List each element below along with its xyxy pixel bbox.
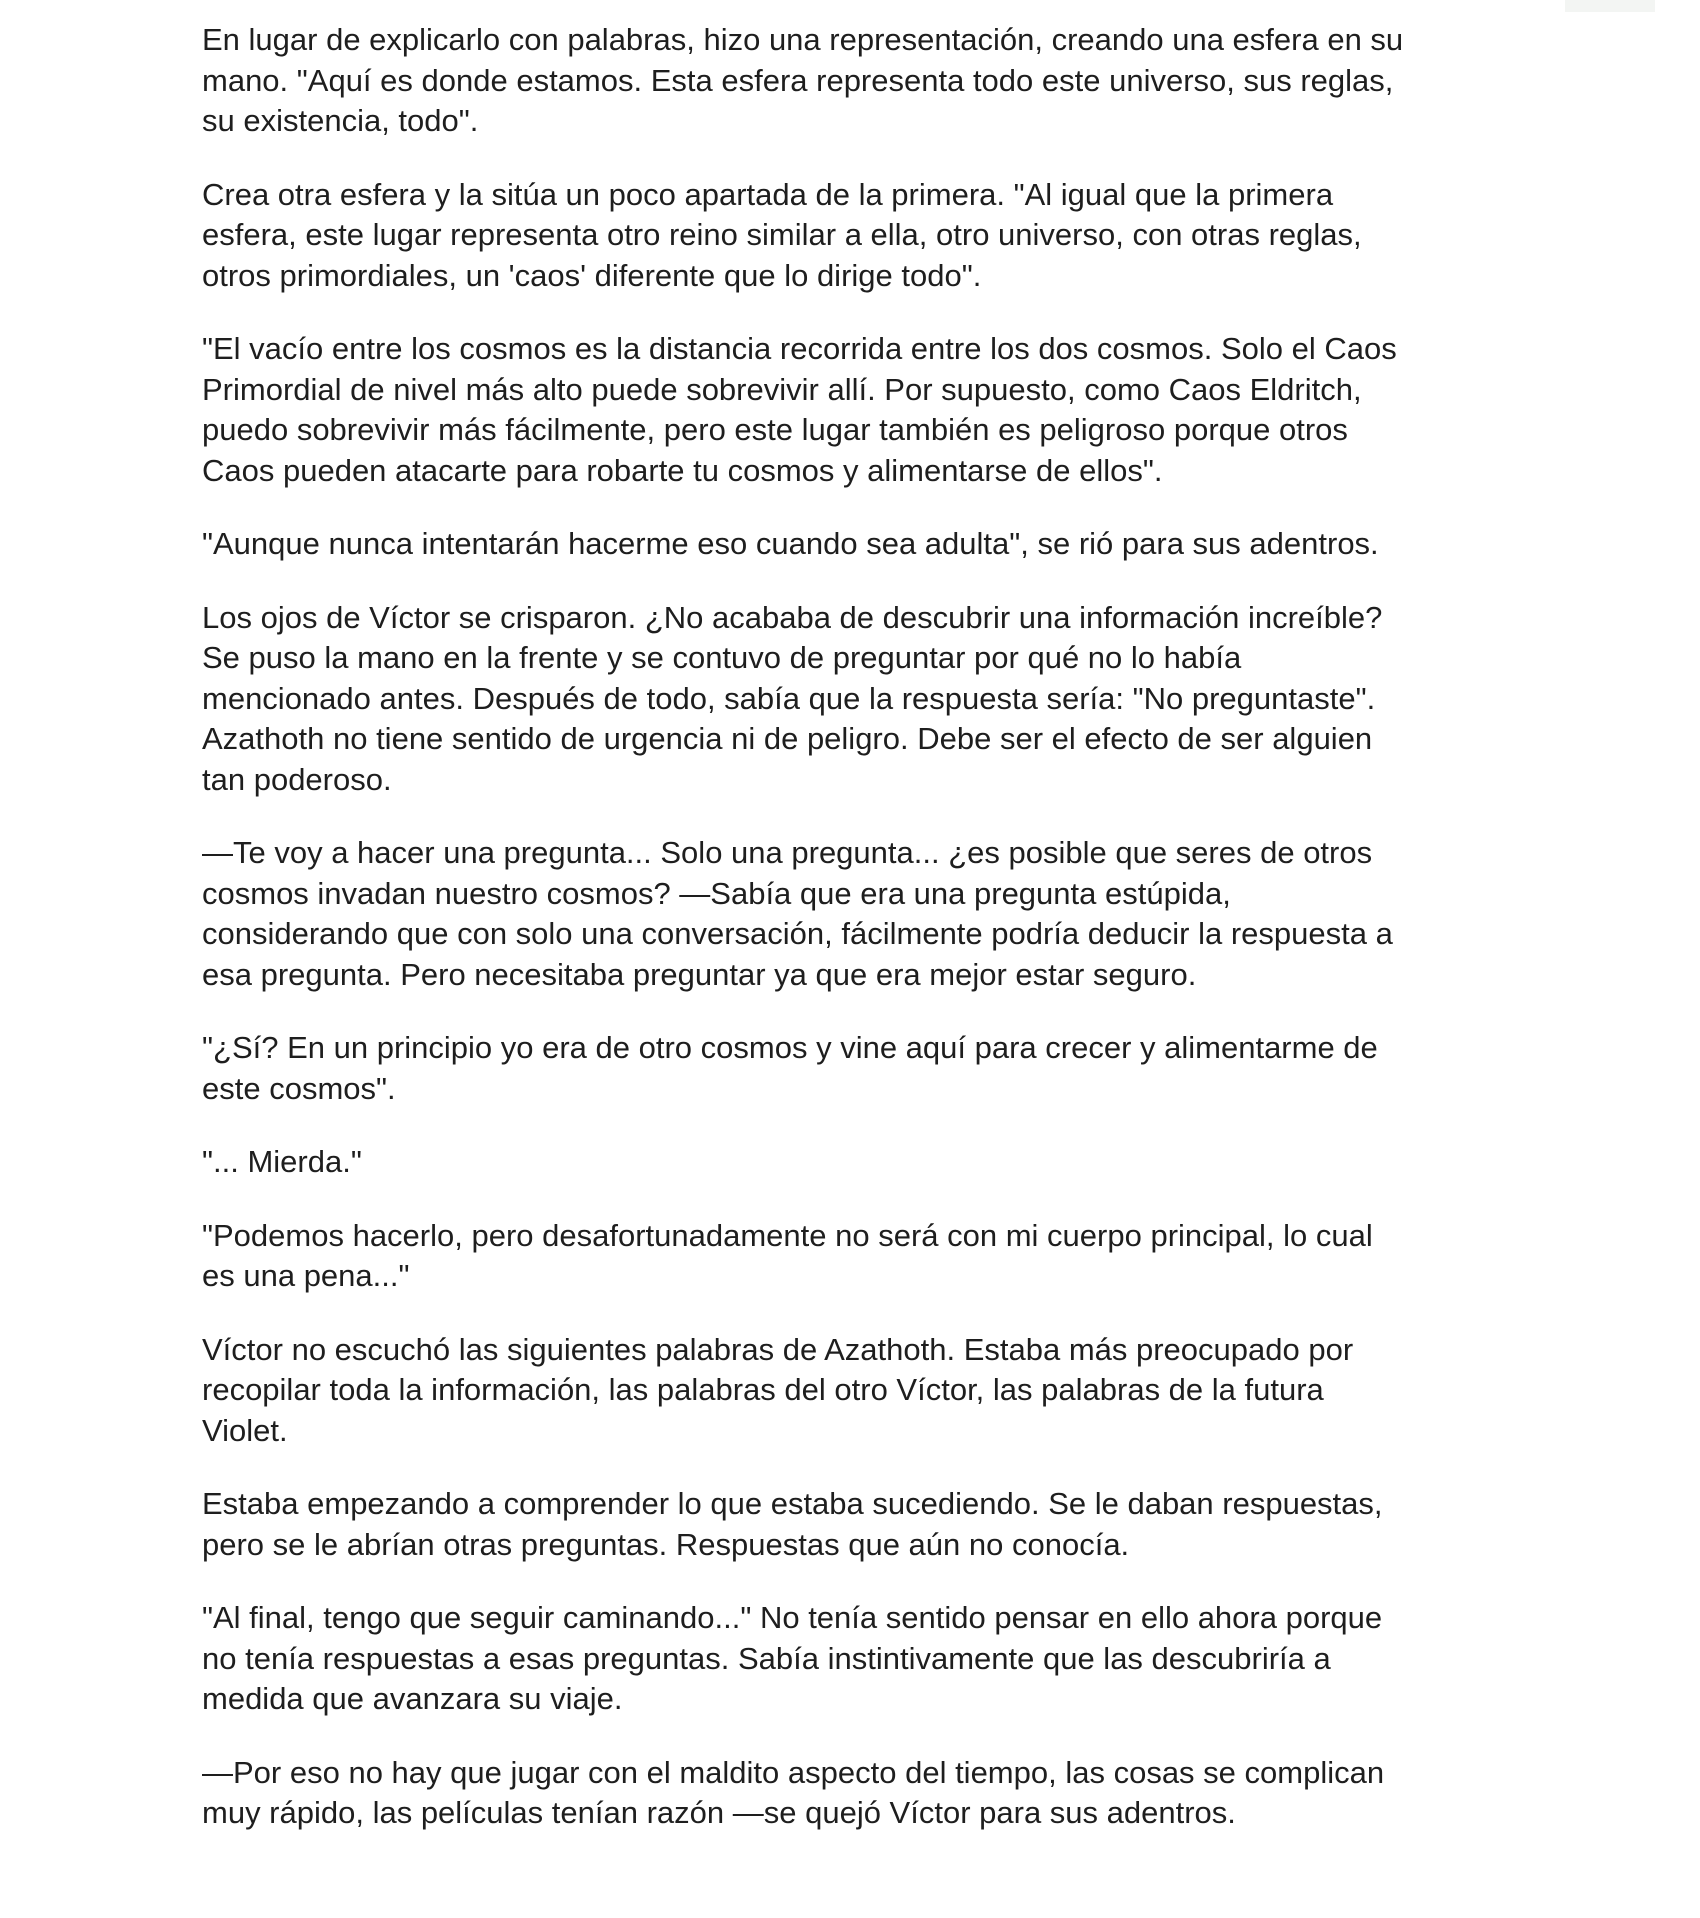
paragraph-12: "Al final, tengo que seguir caminando..." No tenía sentido pensar en ello ahora porque no tenía respuestas a esas preguntas. Sabía instintivamente que las descubriría a medida que avanzara su viaje. xyxy=(202,1600,1383,1716)
document-page xyxy=(202,20,1532,1867)
paragraph-3: "El vacío entre los cosmos es la distancia recorrida entre los dos cosmos. Solo el Caos Primordial de nivel más alto puede sobrevivir allí. Por supuesto, como Caos Eldritch, puedo sobrevivir más fácilmente, pero este lugar también es peligroso porque otros Caos pueden atacarte para robarte tu cosmos y alimentarse de ellos". xyxy=(202,331,1397,488)
paragraph-1: En lugar de explicarlo con palabras, hizo una representación, creando una esfera en su mano. "Aquí es donde estamos. Esta esfera representa todo este universo, sus reglas, su existencia, todo". xyxy=(202,22,1404,138)
paragraph-11: Estaba empezando a comprender lo que estaba sucediendo. Se le daban respuestas, pero se le abrían otras preguntas. Respuestas que aún no conocía. xyxy=(202,1486,1383,1562)
paragraph-13: —Por eso no hay que jugar con el maldito aspecto del tiempo, las cosas se complican muy rápido, las películas tenían razón —se quejó Víctor para sus adentros. xyxy=(202,1754,1385,1830)
paragraph-9: "Podemos hacerlo, pero desafortunadamente no será con mi cuerpo principal, lo cual es una pena..." xyxy=(202,1217,1373,1293)
paragraph-5: Los ojos de Víctor se crisparon. ¿No acababa de descubrir una información increíble? Se puso la mano en la frente y se contuvo de preguntar por qué no lo había mencionado antes. Después de todo, sabía que la respuesta sería: "No preguntaste". Azathoth no tiene sentido de urgencia ni de peligro. Debe ser el efecto de ser alguien tan poderoso. xyxy=(202,599,1383,797)
page-corner-mark xyxy=(1565,0,1655,12)
paragraph-7: "¿Sí? En un principio yo era de otro cosmos y vine aquí para crecer y alimentarme de este cosmos". xyxy=(202,1030,1378,1106)
paragraph-6: —Te voy a hacer una pregunta... Solo una pregunta... ¿es posible que seres de otros cosmos invadan nuestro cosmos? —Sabía que era una pregunta estúpida, considerando que con solo una conversación, fácilmente podría deducir la respuesta a esa pregunta. Pero necesitaba preguntar ya que era mejor estar seguro. xyxy=(202,835,1393,992)
paragraph-10: Víctor no escuchó las siguientes palabras de Azathoth. Estaba más preocupado por recopilar toda la información, las palabras del otro Víctor, las palabras de la futura Violet. xyxy=(202,1331,1354,1448)
paragraph-8: "... Mierda." xyxy=(202,1144,362,1179)
paragraph-4: "Aunque nunca intentarán hacerme eso cuando sea adulta", se rió para sus adentros. xyxy=(202,526,1379,561)
paragraph-2: Crea otra esfera y la sitúa un poco apartada de la primera. "Al igual que la primera esfera, este lugar representa otro reino similar a ella, otro universo, con otras reglas, otros primordiales, un 'caos' diferente que lo dirige todo". xyxy=(202,176,1362,293)
